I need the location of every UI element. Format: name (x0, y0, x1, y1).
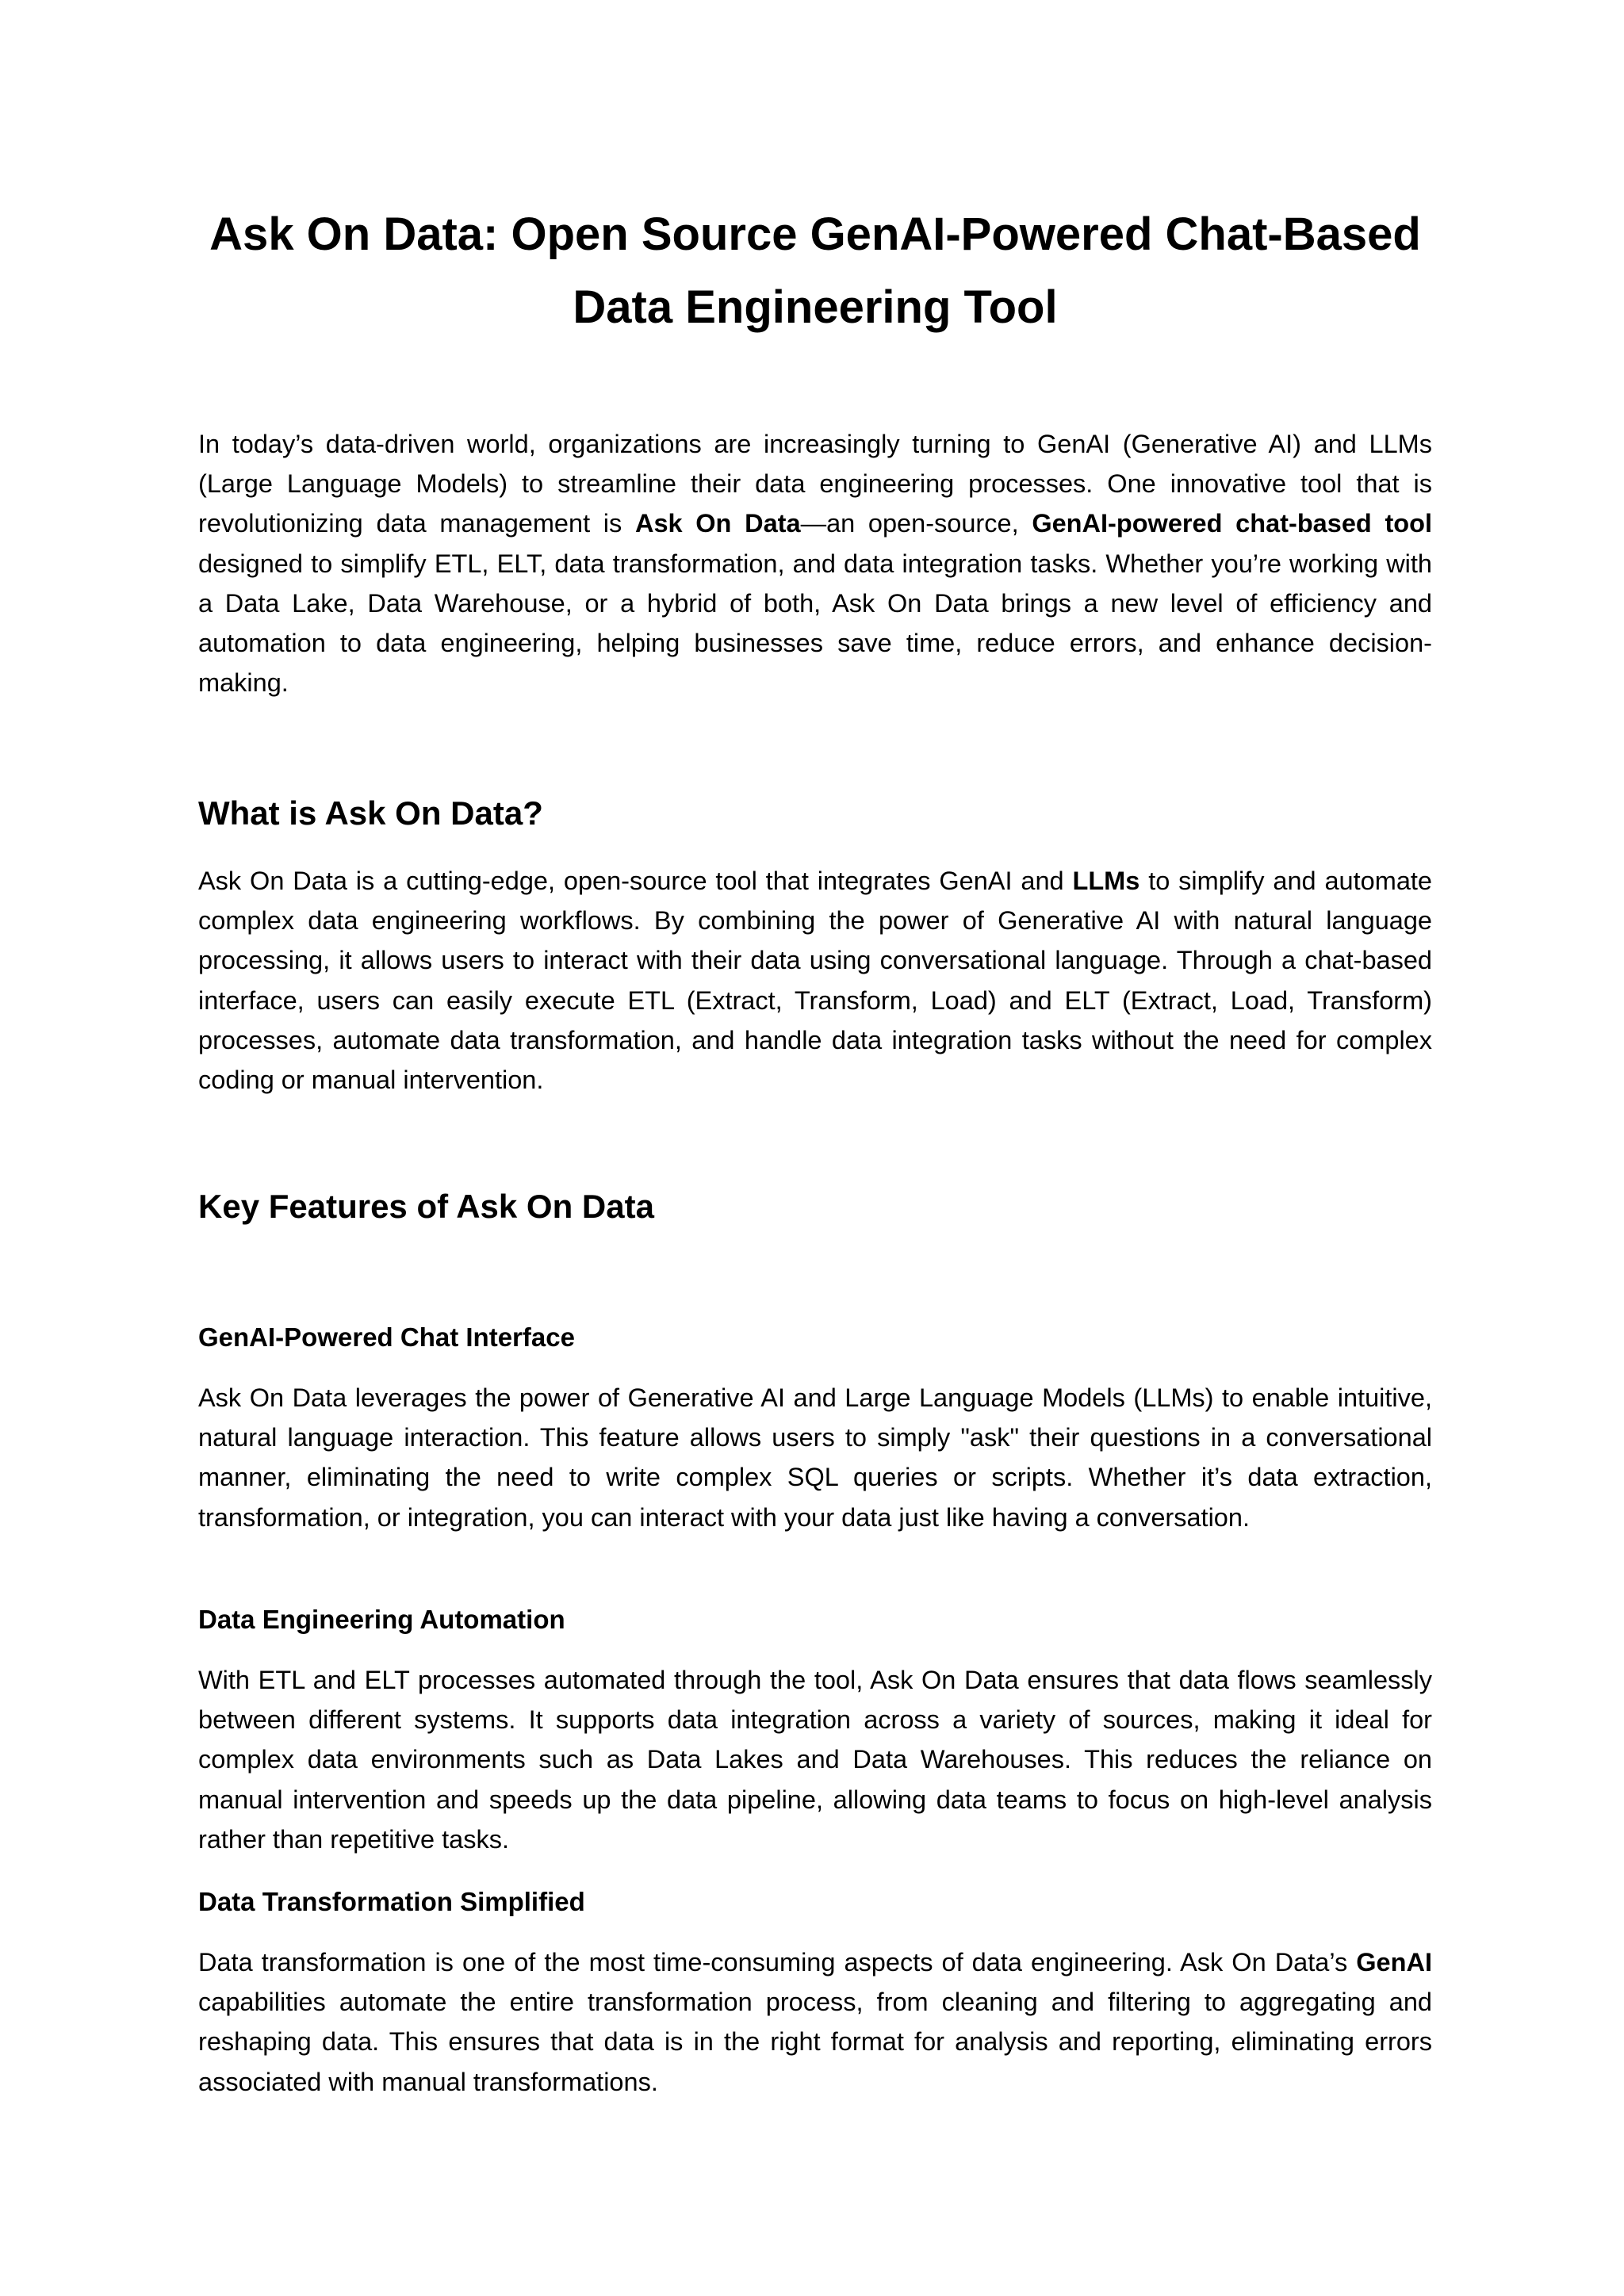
what-is-heading: What is Ask On Data? (198, 794, 543, 832)
automation-paragraph: With ETL and ELT processes automated through the tool, Ask On Data ensures that data flows seamlessly between different systems. It supports data integration across a variety of sources, making it ideal for complex data environments such as Data Lakes and Data Warehouses. This reduces the reliance on manual intervention and speeds up the data pipeline, allowing data teams to focus on high-level analysis rather than repetitive tasks. (198, 1666, 1432, 1854)
what-is-text-1: Ask On Data is a cutting-edge, open-source tool that integrates GenAI and (198, 867, 1073, 895)
transformation-text-1: Data transformation is one of the most time-consuming aspects of data engineering. Ask On Data’s (198, 1948, 1357, 1976)
intro-text-1: In today’s data-driven world, organizations are increasingly turning to GenAI (Generative AI) and LLMs (Large Language Models) to streamline their data engineering processes. One innovative tool that is revolutionizing data management is (198, 430, 1432, 538)
what-is-paragraph (198, 861, 1432, 1100)
chat-interface-heading: GenAI-Powered Chat Interface (198, 1322, 575, 1352)
intro-text-3: designed to simplify ETL, ELT, data transformation, and data integration tasks. Whether you’re working with a Data Lake, Data Warehouse, or a hybrid of both, Ask On Data brings a new level of efficiency and automation to data engineering, helping businesses save time, reduce errors, and enhance decision-making. (198, 549, 1432, 698)
what-is-bold-llms: LLMs (1072, 867, 1140, 895)
chat-interface-paragraph: Ask On Data leverages the power of Generative AI and Large Language Models (LLMs) to enable intuitive, natural language interaction. This feature allows users to simply "ask" their questions in a conversational manner, eliminating the need to write complex SQL queries or scripts. Whether it’s data extraction, transformation, or integration, you can interact with your data just like having a conversation. (198, 1383, 1432, 1532)
transformation-heading: Data Transformation Simplified (198, 1887, 585, 1916)
intro-text-2: —an open-source, (800, 509, 1032, 538)
automation-heading: Data Engineering Automation (198, 1605, 565, 1634)
key-features-heading: Key Features of Ask On Data (198, 1188, 654, 1225)
transformation-paragraph (198, 1942, 1432, 2102)
intro-bold-ask-on-data: Ask On Data (634, 509, 801, 538)
what-is-text-2: to simplify and automate complex data engineering workflows. By combining the power of Generative AI with natural language processing, it allows users to interact with their data using conversational language. Through a chat-based interface, users can easily execute ETL (Extract, Transform, Load) and ELT (Extract, Load, Transform) processes, automate data transformation, and handle data integration tasks without the need for complex coding or manual intervention. (198, 867, 1432, 1095)
transformation-text-2: capabilities automate the entire transformation process, from cleaning and filtering to aggregating and reshaping data. This ensures that data is in the right format for analysis and reporting, eliminating errors associated with manual transformations. (198, 1988, 1432, 2096)
transformation-bold-genai: GenAI (1356, 1948, 1432, 1976)
document-title: Ask On Data: Open Source GenAI-Powered Chat-Based Data Engineering Tool (209, 209, 1421, 333)
intro-bold-genai-tool: GenAI-powered chat-based tool (1032, 509, 1432, 538)
intro-paragraph (198, 424, 1432, 702)
